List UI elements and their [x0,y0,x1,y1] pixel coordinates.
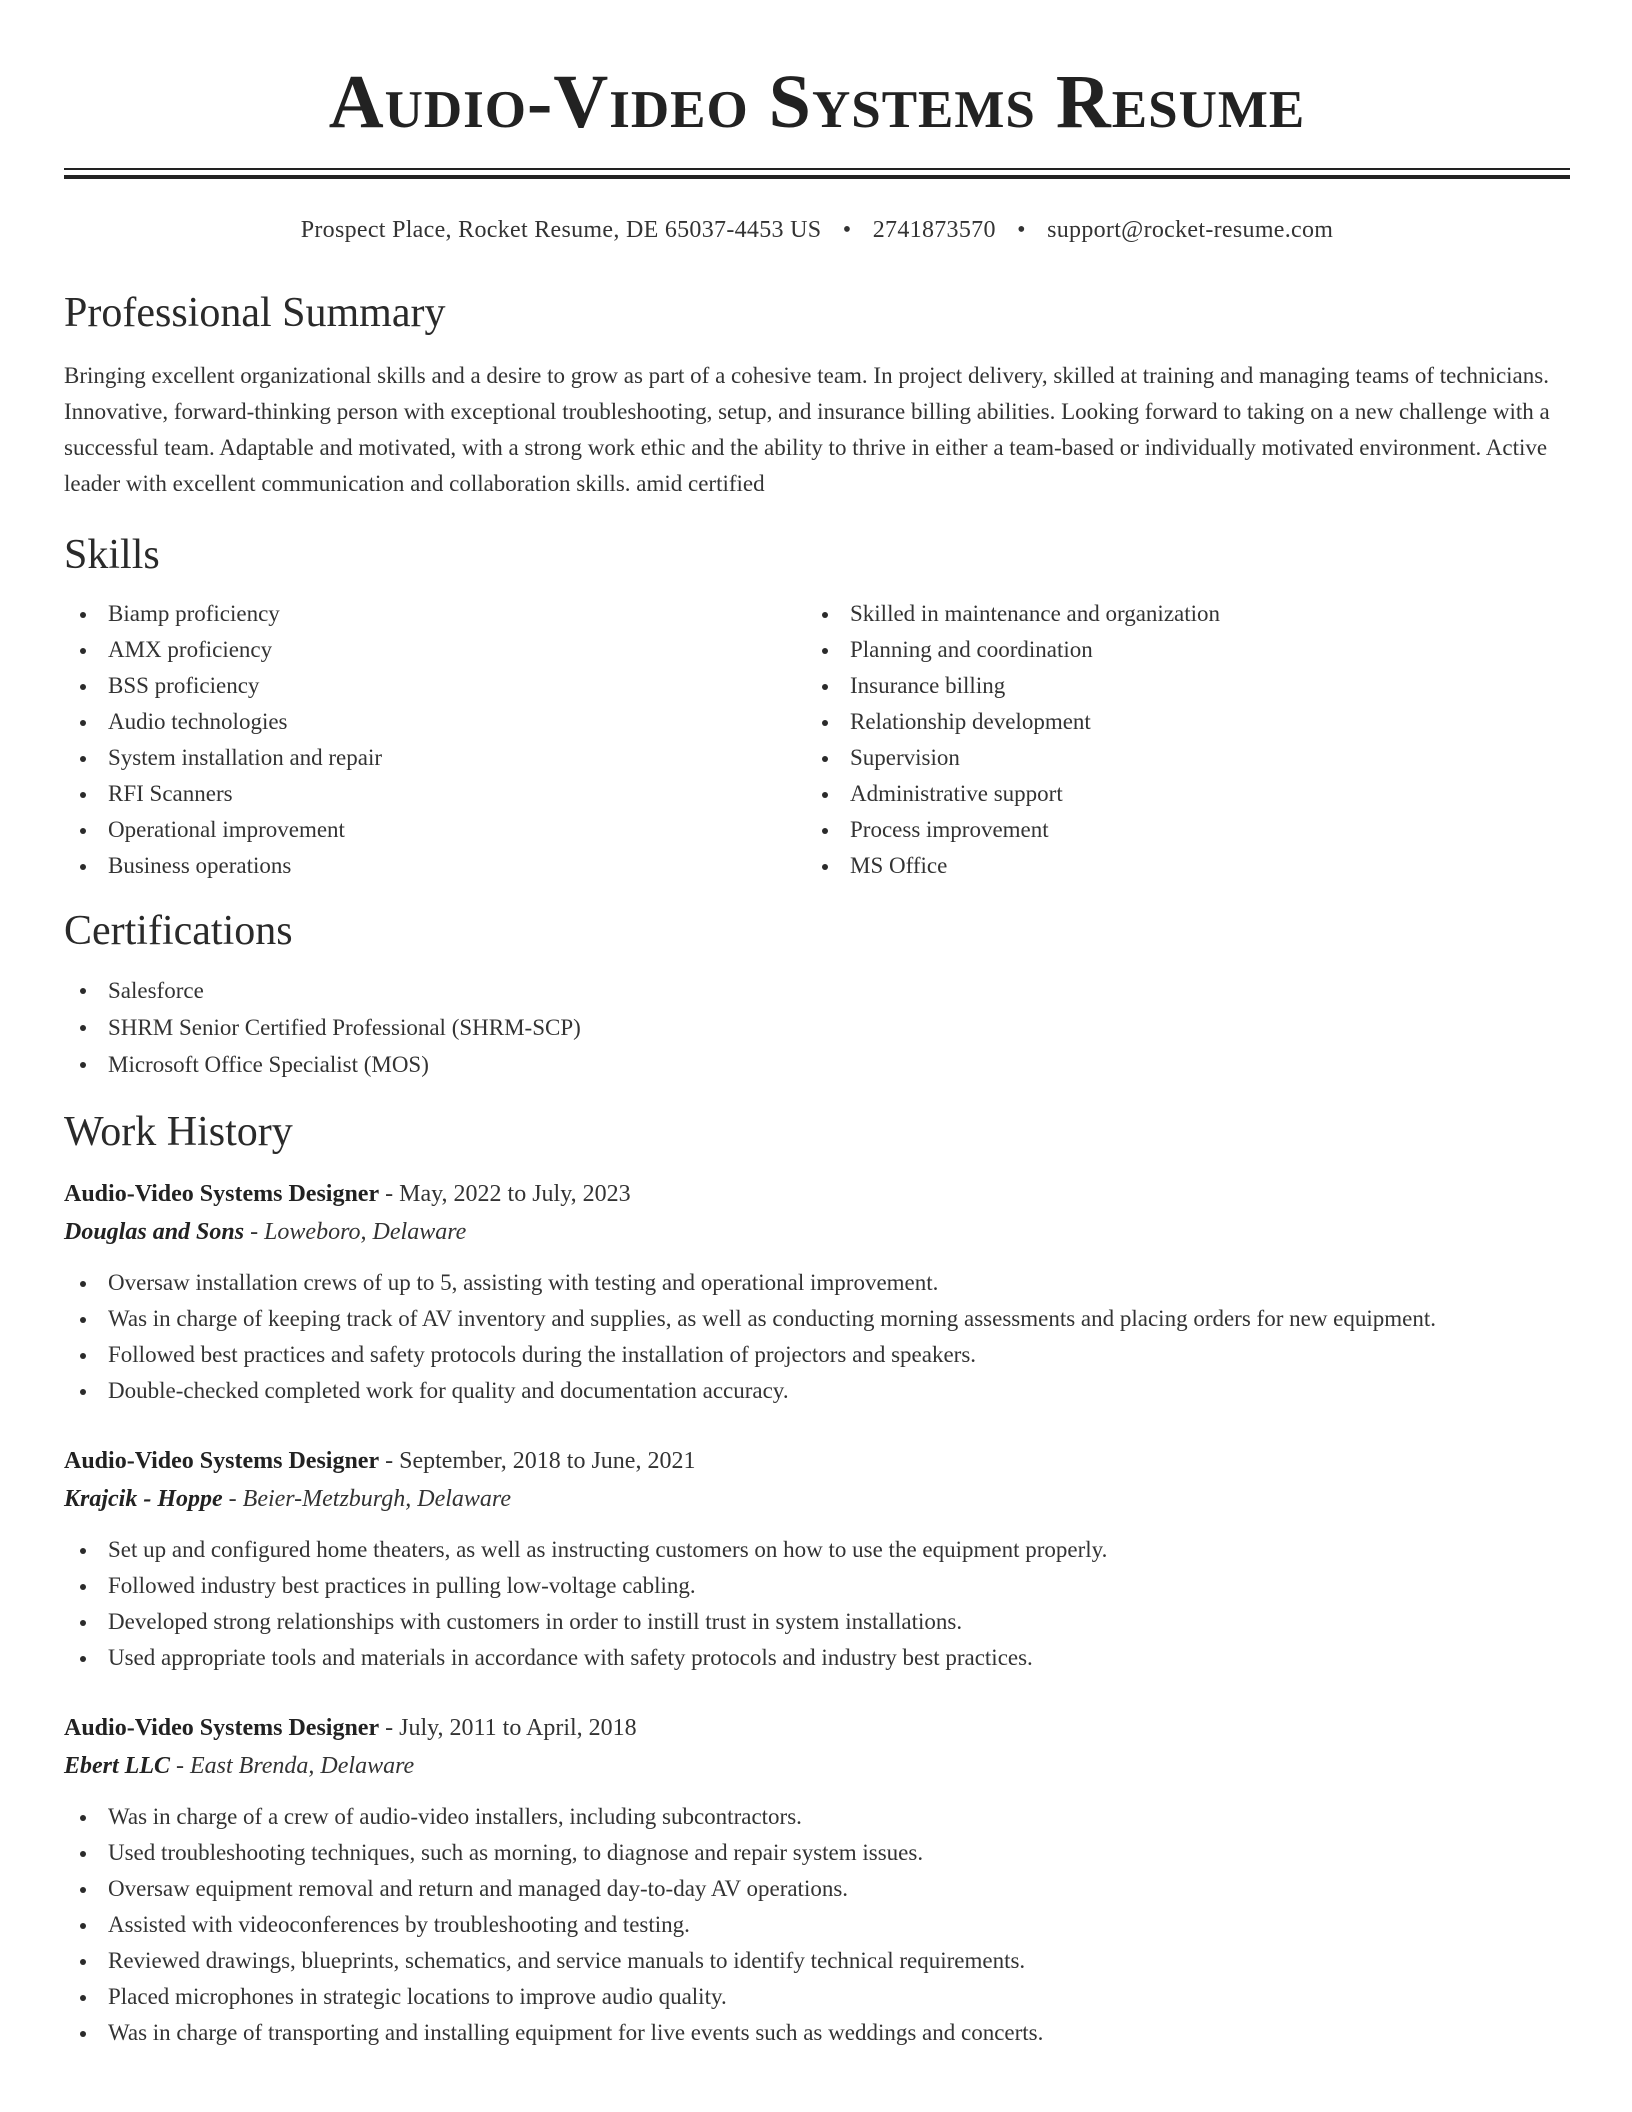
certification-item: Microsoft Office Specialist (MOS) [64,1046,1570,1083]
contact-separator: • [1017,217,1026,243]
skill-item: Skilled in maintenance and organization [806,596,1548,632]
skills-list-right [806,596,1548,884]
skill-item: Insurance billing [806,668,1548,704]
job-duty-item: Used troubleshooting techniques, such as morning, to diagnose and repair system issues. [64,1835,1570,1871]
contact-line [64,215,1570,245]
job-header [64,1175,1570,1213]
divider-thin-line [64,168,1570,170]
divider-thick-line [64,175,1570,179]
company-location: Beier-Metzburgh, Delaware [242,1486,512,1512]
job-company-line [64,1213,1570,1251]
job-duties-list [64,1265,1570,1409]
skill-item: BSS proficiency [64,668,806,704]
job-entry [64,1442,1570,1676]
skills-heading: Skills [64,532,160,578]
skill-item: Audio technologies [64,704,806,740]
job-duty-item: Oversaw equipment removal and return and managed day-to-day AV operations. [64,1871,1570,1907]
work-history-heading: Work History [64,1109,293,1155]
skill-item: Administrative support [806,776,1548,812]
summary-text: Bringing excellent organizational skills and a desire to grow as part of a cohesive team. In project delivery, skilled at training and managing teams of technicians. Innovative, forward-thinking person with exceptional troubleshooting, setup, and insurance billing abilities. Looking forward to taking on a new challenge with a successful team. Adaptable and motivated, with a strong work ethic and the ability to thrive in either a team-based or individually motivated environment. Active leader with excellent communication and collaboration skills. amid certified [64,363,1550,496]
job-duty-item: Was in charge of keeping track of AV inventory and supplies, as well as conducting morning assessments and placing orders for new equipment. [64,1301,1570,1337]
job-header [64,1442,1570,1480]
job-duties-list [64,1799,1570,2051]
certifications-list [64,972,1570,1083]
dash-separator: - [170,1753,190,1779]
job-entry [64,1709,1570,2051]
contact-phone: 2741873570 [872,217,996,243]
certifications-heading: Certifications [64,908,293,954]
dash-separator: - [379,1715,400,1741]
job-duty-item: Was in charge of a crew of audio-video installers, including subcontractors. [64,1799,1570,1835]
job-company-line [64,1747,1570,1785]
skill-item: System installation and repair [64,740,806,776]
job-dates: September, 2018 to June, 2021 [399,1448,696,1474]
resume-page [64,0,1570,2051]
job-title: Audio-Video Systems Designer [64,1181,380,1207]
dash-separator: - [379,1448,400,1474]
contact-separator: • [842,217,852,243]
job-duties-list [64,1532,1570,1676]
job-duty-item: Oversaw installation crews of up to 5, assisting with testing and operational improvement. [64,1265,1570,1301]
skill-item: AMX proficiency [64,632,806,668]
skill-item: Business operations [64,848,806,884]
skill-item: Biamp proficiency [64,596,806,632]
company-location: East Brenda, Delaware [190,1753,415,1779]
dash-separator: - [244,1219,265,1245]
job-duty-item: Placed microphones in strategic locations to improve audio quality. [64,1979,1570,2015]
skill-item: MS Office [806,848,1548,884]
certification-item: SHRM Senior Certified Professional (SHRM-SCP) [64,1009,1570,1046]
job-entry [64,1175,1570,1409]
job-title: Audio-Video Systems Designer [64,1448,380,1474]
job-duty-item: Followed best practices and safety protocols during the installation of projectors and speakers. [64,1337,1570,1373]
company-name: Krajcik - Hoppe [64,1486,223,1512]
dash-separator: - [222,1486,243,1512]
skill-item: Relationship development [806,704,1548,740]
title-divider [64,168,1570,179]
job-company-line [64,1480,1570,1518]
skill-item: RFI Scanners [64,776,806,812]
contact-email[interactable]: support@rocket-resume.com [1047,217,1334,243]
job-duty-item: Assisted with videoconferences by troubleshooting and testing. [64,1907,1570,1943]
company-name: Douglas and Sons [64,1219,245,1245]
company-location: Loweboro, Delaware [264,1219,467,1245]
skills-grid [64,596,1570,884]
resume-title: Audio-Video Systems Resume [328,60,1306,144]
skill-item: Process improvement [806,812,1548,848]
summary-heading: Professional Summary [64,290,446,336]
job-dates: July, 2011 to April, 2018 [399,1715,637,1741]
dash-separator: - [379,1181,400,1207]
job-header [64,1709,1570,1747]
skill-item: Planning and coordination [806,632,1548,668]
job-title: Audio-Video Systems Designer [64,1715,380,1741]
skill-item: Supervision [806,740,1548,776]
job-duty-item: Set up and configured home theaters, as well as instructing customers on how to use the equipment properly. [64,1532,1570,1568]
company-name: Ebert LLC [64,1753,170,1779]
job-duty-item: Was in charge of transporting and installing equipment for live events such as weddings and concerts. [64,2015,1570,2051]
skills-list-left [64,596,806,884]
skill-item: Operational improvement [64,812,806,848]
job-duty-item: Followed industry best practices in pulling low-voltage cabling. [64,1568,1570,1604]
job-duty-item: Double-checked completed work for quality and documentation accuracy. [64,1373,1570,1409]
certification-item: Salesforce [64,972,1570,1009]
job-duty-item: Developed strong relationships with customers in order to instill trust in system installations. [64,1604,1570,1640]
job-duty-item: Used appropriate tools and materials in accordance with safety protocols and industry best practices. [64,1640,1570,1676]
job-duty-item: Reviewed drawings, blueprints, schematics, and service manuals to identify technical requirements. [64,1943,1570,1979]
contact-address: Prospect Place, Rocket Resume, DE 65037-4453 US [300,217,822,243]
job-dates: May, 2022 to July, 2023 [399,1181,631,1207]
